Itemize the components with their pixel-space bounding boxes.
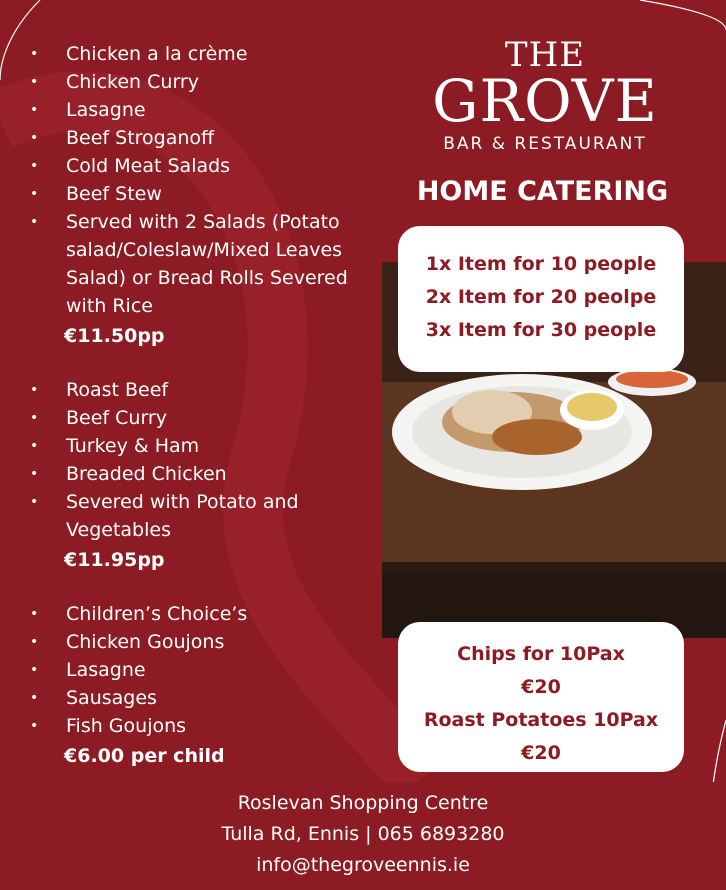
list-item: • Served with 2 Salads (Potato salad/Coleslaw/Mixed Leaves Salad) or Bread Rolls Severed with Rice xyxy=(30,208,390,320)
list-item: • Lasagne xyxy=(30,96,390,124)
menu-list xyxy=(30,40,390,796)
menu-section-1 xyxy=(30,40,390,350)
section-1-price: €11.50pp xyxy=(64,325,165,347)
footer-address-1: Roslevan Shopping Centre xyxy=(237,792,489,814)
list-item: • Turkey & Ham xyxy=(30,432,390,460)
list-item: • Beef Stew xyxy=(30,180,390,208)
list-item: • Beef Stroganoff xyxy=(30,124,390,152)
list-item: • Fish Goujons xyxy=(30,712,390,740)
list-item: • Cold Meat Salads xyxy=(30,152,390,180)
contact-footer xyxy=(0,782,726,890)
footer-address-2: Tulla Rd, Ennis | 065 6893280 xyxy=(221,823,505,845)
logo-subtitle: BAR & RESTAURANT xyxy=(443,134,647,154)
footer-email: info@thegroveennis.ie xyxy=(256,854,470,876)
grove-logo xyxy=(420,35,670,154)
section-2-price: €11.95pp xyxy=(64,549,165,571)
list-item: • Sausages xyxy=(30,684,390,712)
sides-line: €20 xyxy=(521,676,561,698)
portion-options-card xyxy=(398,226,684,372)
list-item: • Breaded Chicken xyxy=(30,460,390,488)
sides-card xyxy=(398,622,684,772)
list-item: • Chicken a la crème xyxy=(30,40,390,68)
list-item: • Chicken Curry xyxy=(30,68,390,96)
list-item: • Beef Curry xyxy=(30,404,390,432)
list-item: • Lasagne xyxy=(30,656,390,684)
section-3-price: €6.00 per child xyxy=(64,745,225,767)
list-item: • Children’s Choice’s xyxy=(30,600,390,628)
logo-the: THE xyxy=(504,35,586,75)
sides-line: Chips for 10Pax xyxy=(457,643,625,665)
list-item: • Roast Beef xyxy=(30,376,390,404)
sides-line: €20 xyxy=(521,742,561,764)
portion-line: 1x Item for 10 people xyxy=(425,253,657,275)
sides-line: Roast Potatoes 10Pax xyxy=(423,709,659,731)
logo-grove: GROVE xyxy=(432,67,658,135)
menu-section-3 xyxy=(30,600,390,770)
list-item: • Severed with Potato and Vegetables xyxy=(30,488,390,544)
portion-line: 3x Item for 30 people xyxy=(425,319,657,341)
list-item: • Chicken Goujons xyxy=(30,628,390,656)
menu-section-2 xyxy=(30,376,390,574)
portion-line: 2x Item for 20 peolpe xyxy=(425,286,657,308)
page-title: HOME CATERING xyxy=(416,176,669,207)
